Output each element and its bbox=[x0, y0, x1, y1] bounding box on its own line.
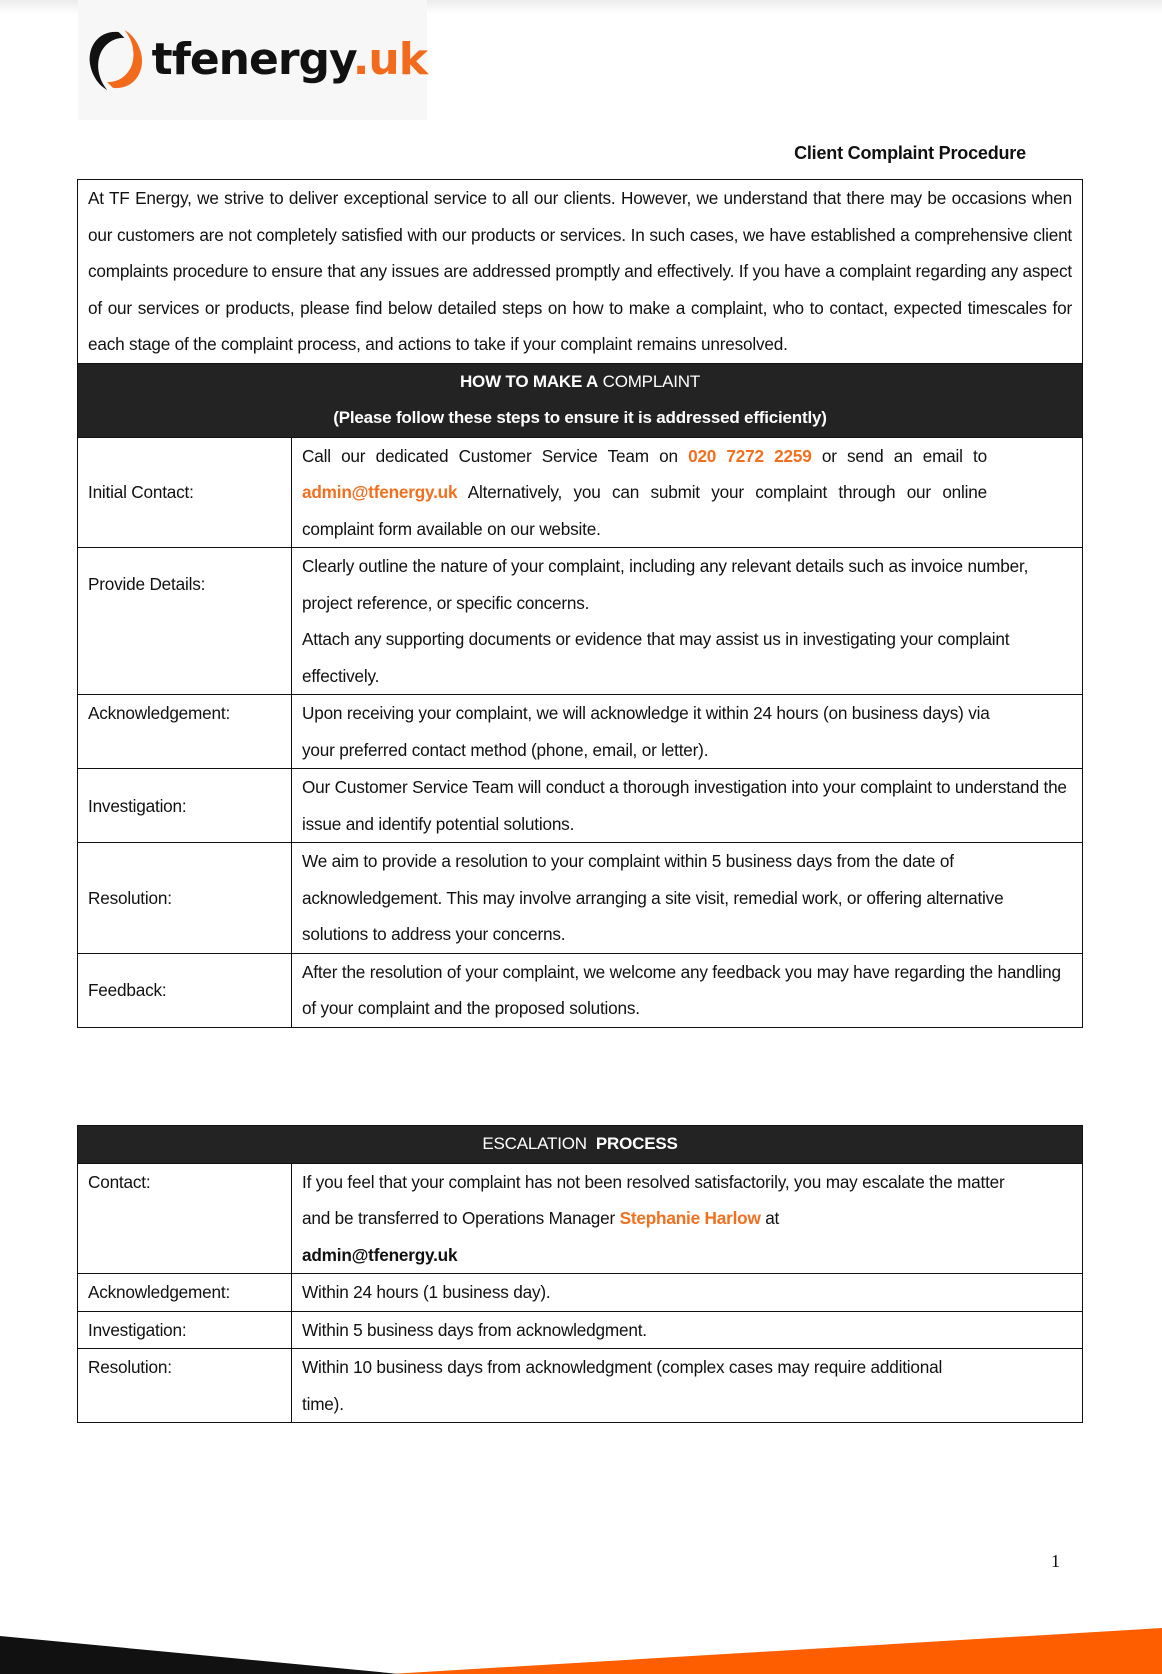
esc-content-investigation: Within 5 business days from acknowledgment. bbox=[292, 1311, 1083, 1349]
table-row bbox=[78, 953, 1083, 1027]
row-label-acknowledgement: Acknowledgement: bbox=[78, 695, 292, 769]
how-to-subheading: (Please follow these steps to ensure it is addressed efficiently) bbox=[333, 408, 827, 428]
escalation-email-link[interactable]: admin@tfenergy.uk bbox=[302, 1244, 458, 1265]
footer-black-band bbox=[0, 1636, 400, 1674]
row-content-provide-details: Clearly outline the nature of your complaint, including any relevant details such as invoice number, project reference, or specific concerns. Attach any supporting documents or evidence that may assist us in investigating your complaint effectively. bbox=[292, 548, 1083, 695]
email-link[interactable]: admin@tfenergy.uk bbox=[302, 482, 458, 503]
esc-content-resolution: Within 10 business days from acknowledgment (complex cases may require additional time). bbox=[292, 1349, 1083, 1423]
row-content-acknowledgement: Upon receiving your complaint, we will acknowledge it within 24 hours (on business days) via your preferred contact method (phone, email, or letter). bbox=[292, 695, 1083, 769]
table-row bbox=[78, 1349, 1083, 1423]
row-content-feedback: After the resolution of your complaint, we welcome any feedback you may have regarding the handling of your complaint and the proposed solutions. bbox=[292, 953, 1083, 1027]
how-to-header-row bbox=[78, 363, 1083, 437]
escalation-header-row bbox=[78, 1126, 1083, 1164]
esc-label-acknowledgement: Acknowledgement: bbox=[78, 1274, 292, 1312]
intro-row bbox=[78, 180, 1083, 364]
esc-label-contact: Contact: bbox=[78, 1163, 292, 1274]
footer-decoration bbox=[0, 1620, 1162, 1674]
document-title: Client Complaint Procedure bbox=[794, 143, 1026, 163]
footer-orange-band bbox=[390, 1628, 1162, 1674]
how-to-heading: HOW TO MAKE A COMPLAINT bbox=[459, 371, 701, 391]
row-content-initial-contact: Call our dedicated Customer Service Team on 020 7272 2259 or send an email to admin@tfenergy.uk Alternatively, you can submit your complaint through our online complaint form available on our website. bbox=[292, 437, 1083, 548]
logo-wordmark: tfenergy.uk bbox=[151, 34, 427, 85]
table-row bbox=[78, 695, 1083, 769]
row-content-investigation: Our Customer Service Team will conduct a thorough investigation into your complaint to understand the issue and identify potential solutions. bbox=[292, 769, 1083, 843]
table-row bbox=[78, 1163, 1083, 1274]
company-logo bbox=[78, 0, 427, 120]
esc-label-resolution: Resolution: bbox=[78, 1349, 292, 1423]
row-content-resolution: We aim to provide a resolution to your complaint within 5 business days from the date of acknowledgement. This may involve arranging a site visit, remedial work, or offering alternative solutions to address your concerns. bbox=[292, 843, 1083, 954]
escalation-process-table bbox=[77, 1125, 1083, 1423]
how-to-header bbox=[78, 363, 1083, 437]
row-label-investigation: Investigation: bbox=[78, 769, 292, 843]
phone-number-link[interactable]: 020 7272 2259 bbox=[688, 445, 812, 466]
row-label-feedback: Feedback: bbox=[78, 953, 292, 1027]
complaint-procedure-table bbox=[77, 179, 1083, 1028]
table-row bbox=[78, 843, 1083, 954]
esc-label-investigation: Investigation: bbox=[78, 1311, 292, 1349]
table-row bbox=[78, 437, 1083, 548]
esc-content-contact: If you feel that your complaint has not been resolved satisfactorily, you may escalate the matter and be transferred to Operations Manager Stephanie Harlow at admin@tfenergy.uk bbox=[292, 1163, 1083, 1274]
row-label-initial-contact: Initial Contact: bbox=[78, 437, 292, 548]
table-row bbox=[78, 548, 1083, 695]
logo-swirl-icon bbox=[86, 27, 146, 93]
table-row bbox=[78, 769, 1083, 843]
intro-paragraph: At TF Energy, we strive to deliver exceptional service to all our clients. However, we understand that there may be occasions when our customers are not completely satisfied with our products or services. In such cases, we have established a comprehensive client complaints procedure to ensure that any issues are addressed promptly and effectively. If you have a complaint regarding any aspect of our services or products, please find below detailed steps on how to make a complaint, who to contact, expected timescales for each stage of the complaint process, and actions to take if your complaint remains unresolved. bbox=[78, 180, 1083, 364]
row-label-provide-details: Provide Details: bbox=[78, 548, 292, 695]
manager-name: Stephanie Harlow bbox=[619, 1208, 761, 1228]
page-number: 1 bbox=[1051, 1551, 1060, 1571]
esc-content-acknowledgement: Within 24 hours (1 business day). bbox=[292, 1274, 1083, 1312]
escalation-header: ESCALATION PROCESS bbox=[78, 1126, 1083, 1164]
row-label-resolution: Resolution: bbox=[78, 843, 292, 954]
table-row bbox=[78, 1311, 1083, 1349]
table-row bbox=[78, 1274, 1083, 1312]
